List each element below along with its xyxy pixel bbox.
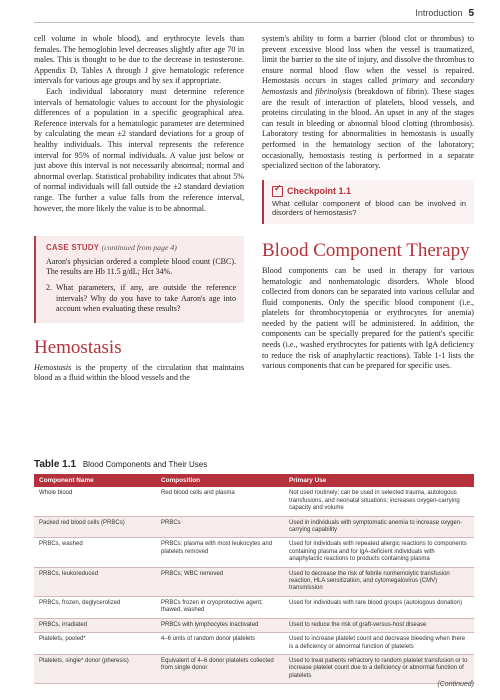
paragraph: system's ability to form a barrier (blood clot or thrombus) to prevent excessive blood loss when the vessel is traumatized, limit the barrier to the site of injury, and dissolve the thrombus to ensure normal blood flow when the vessel is repaired. Hemostasis occurs in stages called primary and secondary hemostasis and fibrinolysis (breakdown of fibrin). These stages are the result of interaction of platelets, blood vessels, and proteins circulating in the blood. An upset in any of the stages can result in bleeding or abnormal blood clotting (thrombosis). Laboratory testing for abnormalities in hemostasis is usually performed in the hematology section of the laboratory; occasionally, hemostasis testing is performed in a separate specialized section of the laboratory. <box>262 34 474 171</box>
table-row: PRBCs, irradiated PRBCs with lymphocytes inactivated Used to reduce the risk of graft-versus-host disease <box>34 618 474 632</box>
table-header-row <box>34 474 474 487</box>
term-secondary: secondary hemostasis <box>262 76 474 96</box>
column-header: Primary Use <box>284 474 474 487</box>
case-study-title: CASE STUDY <box>46 243 100 253</box>
column-header: Composition <box>156 474 284 487</box>
term-hemostasis: Hemostasis <box>34 362 72 372</box>
term-fibrinolysis: fibrinolysis <box>315 86 352 96</box>
paragraph: cell volume in whole blood), and erythrocyte levels than females. The hemoglobin level decreases slightly after age 70 in males. This is thought to be due to the decrease in testosterone. Appendix D, Tables A through J give hematologic reference intervals for various age groups and by sex if appropriate. <box>34 34 244 86</box>
page-number: 5 <box>468 8 474 19</box>
right-column <box>262 34 474 372</box>
case-study-question <box>46 283 236 314</box>
checkpoint-box <box>262 180 474 224</box>
section-heading-blood-component-therapy: Blood Component Therapy <box>262 239 470 261</box>
table-row: Whole blood Red blood cells and plasma Not used routinely; can be used in selected trauma, autologous transfusions, and neonatal situations; increases oxygen-carrying capacity and volume <box>34 487 474 516</box>
table-caption: Blood Components and Their Uses <box>82 460 208 469</box>
section-name: Introduction <box>415 8 463 18</box>
term-primary: primary <box>392 76 419 86</box>
case-study-text: Aaron's physician ordered a complete blood count (CBC). The results are Hb 11.5 g/dL; Hct 34%. <box>46 256 236 276</box>
checkpoint-heading <box>272 186 466 197</box>
table-row: PRBCs, leukoreduced PRBCs; WBC removed Used to decrease the risk of febrile nonhemolytic transfusion reaction, HLA sensitization, and cytomegalovirus (CMV) transmission <box>34 567 474 596</box>
table-title <box>34 459 474 470</box>
paragraph: Blood components can be used in therapy for various hematologic and nonhematologic disorders. Whole blood collected from donors can be separated into various cellular and fluid components. Only the specific blood component (i.e., platelets for thrombocytopenia or erythrocytes for anemia) needed by the patient will be administered. In addition, the components can be specially prepared for the patient's specific needs (i.e., washed erythrocytes for patients with IgA deficiency to reduce the risk of anaphylactic reactions). Table 1-1 lists the various components that can be prepared for specific uses. <box>262 265 474 371</box>
header-rule <box>34 22 474 23</box>
table-row: PRBCs, washed PRBCs; plasma with most leukocytes and platelets removed Used for individuals with repeated allergic reactions to components containing plasma and for IgA-deficient individuals with anaphylactic reactions to products containing plasma <box>34 538 474 567</box>
table-row: Platelets, single* donor (pheresis) Equivalent of 4–6 donor platelets collected from single donor Used to treat patients refractory to random platelet transfusion or to increase platelet count due to a deficiency or abnormal function of platelets <box>34 654 474 683</box>
column-header: Component Name <box>34 474 156 487</box>
checkbox-icon <box>272 186 283 197</box>
table-row: Packed red blood cells (PRBCs) PRBCs Used in individuals with symptomatic anemia to increase oxygen-carrying capability <box>34 516 474 538</box>
checkpoint-title: Checkpoint 1.1 <box>287 185 352 196</box>
running-header <box>415 8 474 19</box>
section-heading-hemostasis: Hemostasis <box>34 336 122 358</box>
components-table <box>34 474 474 684</box>
case-study-subtitle: (continued from page 4) <box>101 243 177 253</box>
table-row: PRBCs, frozen, deglycerolized PRBCs frozen in cryoprotective agent; thawed, washed Used for individuals with rare blood groups (autologous donation) <box>34 596 474 618</box>
case-study-box <box>34 236 244 322</box>
paragraph: Hemostasis is the property of the circulation that maintains blood as a fluid within the blood vessels and the <box>34 362 244 383</box>
checkpoint-question: What cellular component of blood can be involved in disorders of hemostasis? <box>272 198 466 218</box>
continued-note: (Continued) <box>437 681 474 688</box>
table-row: Platelets, pooled* 4–6 units of random donor platelets Used to increase platelet count and decrease bleeding when there is a deficiency or abnormal function of platelets <box>34 633 474 655</box>
paragraph: Each individual laboratory must determine reference intervals of hematologic values to account for the physiologic differences of a population in a specific geographical area. Reference intervals for a hematologic parameter are determined by calculating the mean ±2 standard deviations for a group of healthy individuals. This interval represents the reference interval for 95% of normal individuals. A value just below or just above this interval is not necessarily abnormal; normal and abnormal overlap. Statistical probability indicates that about 5% of normal individuals will fall outside the ±2 standard deviation range. The further a value falls from the reference interval, however, the more likely the value is to be abnormal. <box>34 86 244 213</box>
question-text: What parameters, if any, are outside the reference intervals? Why do you have to take Aaron's age into account when evaluating these results? <box>56 283 236 314</box>
left-column <box>34 34 244 384</box>
table-1-1 <box>34 459 474 684</box>
table-label: Table 1.1 <box>34 459 77 470</box>
case-study-heading <box>46 243 236 253</box>
question-number: 2. <box>46 283 52 293</box>
